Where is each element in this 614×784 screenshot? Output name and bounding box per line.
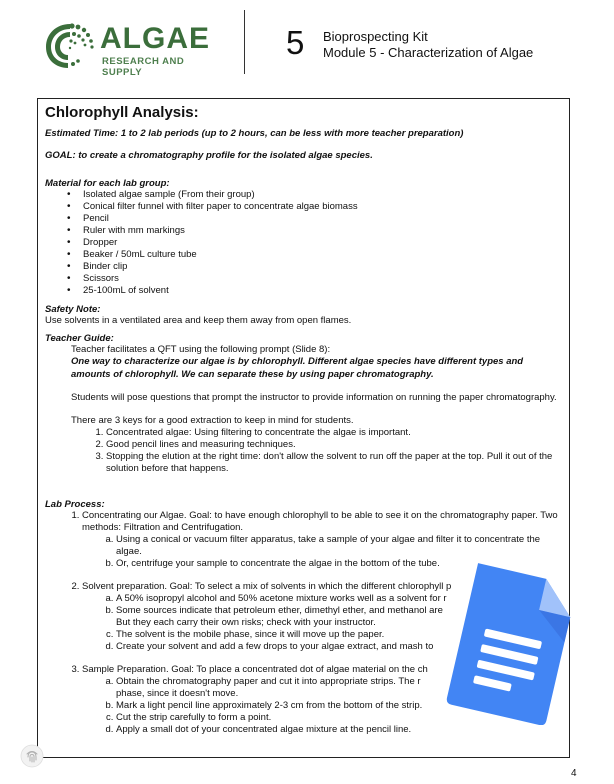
list-item: a. Using a conical or vacuum filter apparatus, take a sample of your algae and filter it to concentrate the algae. — [116, 534, 561, 558]
estimated-time: Estimated Time: 1 to 2 lab periods (up to 2 hours, can be less with more teacher preparation) — [45, 128, 464, 139]
google-docs-icon[interactable] — [441, 561, 585, 725]
list-item: c. The solvent is the mobile phase, since it will move up the paper. — [116, 629, 561, 641]
list-item: d. Create your solvent and add a few drops to your algae extract, and mash to — [116, 641, 561, 653]
lab-step-text: Concentrating our Algae. Goal: to have enough chlorophyll to be able to see it on the chromatography paper. Two methods: Filtration and Centrifugation. — [82, 510, 558, 533]
substep-continuation: But they each carry their own risks; check with your instructor. — [116, 617, 376, 628]
list-item: 3. Stopping the elution at the right time: don't allow the solvent to run off the paper at the top. Pull it out of the solution before that happens. — [106, 451, 561, 475]
list-item: c. Cut the strip carefully to form a point. — [116, 712, 561, 724]
teacher-guide-heading: Teacher Guide: — [45, 333, 114, 344]
lab-step-text: Solvent preparation. Goal: To select a mix of solvents in which the different chlorophyll p — [82, 581, 452, 592]
safety-heading: Safety Note: — [45, 304, 101, 315]
list-item: • Isolated algae sample (From their group) — [83, 189, 561, 201]
keys-list — [45, 427, 561, 475]
list-item: • Conical filter funnel with filter paper to concentrate algae biomass — [83, 201, 561, 213]
list-item: • Scissors — [83, 273, 561, 285]
algae-spiral-logo-icon — [42, 20, 98, 72]
list-item: 2. Good pencil lines and measuring techniques. — [106, 439, 561, 451]
kit-title: Bioprospecting Kit — [323, 29, 428, 44]
brand-name: ALGAE — [100, 22, 210, 55]
module-number: 5 — [286, 24, 305, 61]
list-item: • Binder clip — [83, 261, 561, 273]
materials-heading: Material for each lab group: — [45, 178, 170, 189]
google-docs-graphic — [441, 561, 585, 725]
fingerprint-graphic — [20, 744, 44, 768]
list-item: • Pencil — [83, 213, 561, 225]
list-item: d. Apply a small dot of your concentrated algae mixture at the pencil line. — [116, 724, 561, 736]
lab-step-text: Sample Preparation. Goal: To place a concentrated dot of algae material on the ch — [82, 664, 428, 675]
substep-continuation: phase, since it doesn't move. — [116, 688, 239, 699]
list-item: 1. Concentrated algae: Using filtering to concentrate the algae is important. — [106, 427, 561, 439]
safety-text: Use solvents in a ventilated area and keep them away from open flames. — [45, 315, 352, 326]
list-item: b. Mark a light pencil line approximately 2-3 cm from the bottom of the strip. — [116, 700, 561, 712]
module-title: Module 5 - Characterization of Algae — [323, 45, 534, 60]
page-number: 4 — [571, 768, 577, 779]
teacher-questions: Students will pose questions that prompt the instructor to provide information on running the paper chromatography. — [71, 392, 557, 403]
list-item: a. A 50% isopropyl alcohol and 50% acetone mixture works well as a solvent for r — [116, 593, 561, 605]
materials-list — [45, 189, 561, 297]
teacher-intro: Teacher facilitates a QFT using the following prompt (Slide 8): — [71, 344, 331, 355]
list-item: • 25-100mL of solvent — [83, 285, 561, 297]
fingerprint-icon[interactable] — [20, 744, 44, 768]
list-item: • Beaker / 50mL culture tube — [83, 249, 561, 261]
goal-statement: GOAL: to create a chromatography profile for the isolated algae species. — [45, 150, 373, 161]
list-item: b. Or, centrifuge your sample to concentrate the algae in the bottom of the tube. — [116, 558, 561, 570]
brand-tagline: RESEARCH AND SUPPLY — [102, 56, 185, 78]
lab-process-heading: Lab Process: — [45, 499, 105, 510]
list-item: a. Obtain the chromatography paper and cut it into appropriate strips. The r phase, since it doesn't move. — [116, 676, 561, 700]
keys-intro: There are 3 keys for a good extraction to keep in mind for students. — [71, 415, 354, 426]
brand-logo — [42, 20, 222, 78]
list-item: • Dropper — [83, 237, 561, 249]
teacher-prompt: One way to characterize our algae is by chlorophyll. Different algae species have different types and amounts of chlorophyll. We can separate these by using paper chromatography. — [71, 356, 524, 380]
list-item: • Ruler with mm markings — [83, 225, 561, 237]
section-title: Chlorophyll Analysis: — [45, 104, 199, 121]
page-header — [0, 0, 614, 96]
list-item: b. Some sources indicate that petroleum ether, dimethyl ether, and methanol are But they each carry their own risks; check with your instructor. — [116, 605, 561, 629]
header-divider — [244, 10, 245, 74]
